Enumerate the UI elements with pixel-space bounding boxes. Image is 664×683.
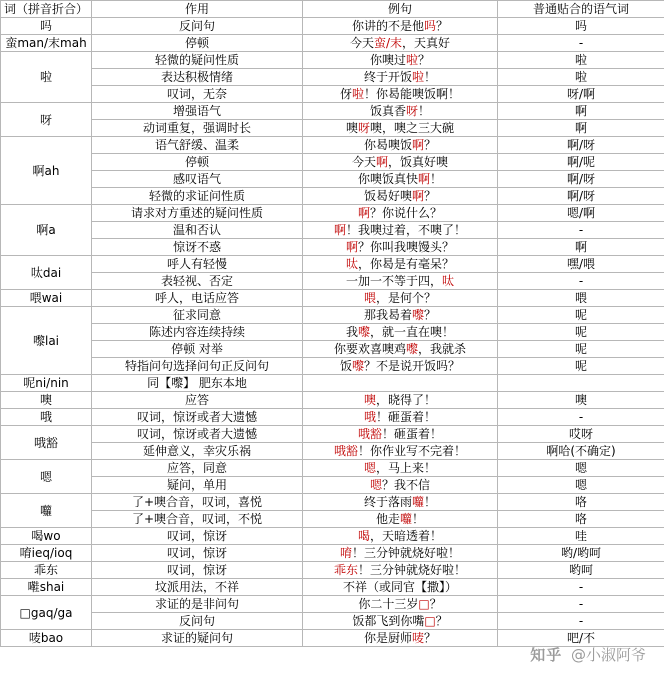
example-suffix: ？ (424, 308, 437, 322)
example-suffix: ！ (412, 512, 425, 526)
zhihu-logo: 知乎 (530, 646, 563, 664)
example-suffix: ，就一直在噢！ (370, 325, 455, 339)
table-row (1, 426, 664, 443)
equivalent-cell: - (498, 409, 664, 426)
example-prefix: 噢 (345, 121, 358, 135)
example-suffix: ，是何个？ (376, 291, 437, 305)
usage-cell: 叹词，惊讶或者大遗憾 (92, 409, 303, 426)
example-particle: 啦 (351, 87, 364, 101)
equivalent-cell: 哟呵 (498, 562, 664, 579)
example-cell (303, 579, 498, 596)
equivalent-cell: 啊/呀 (498, 188, 664, 205)
word-cell: 唛bao (1, 630, 92, 647)
equivalent-cell: - (498, 222, 664, 239)
example-prefix: 终于开饭 (363, 70, 412, 84)
table-row (1, 443, 664, 460)
equivalent-cell: 呢 (498, 324, 664, 341)
table-row (1, 290, 664, 307)
header-row (1, 1, 664, 18)
example-particle: 啊 (411, 189, 424, 203)
equivalent-cell: 嗯 (498, 477, 664, 494)
table-row (1, 358, 664, 375)
example-cell (303, 562, 498, 579)
equivalent-cell: 吧/不 (498, 630, 664, 647)
example-cell (303, 545, 498, 562)
table-row (1, 86, 664, 103)
example-suffix: ！ (424, 70, 437, 84)
word-cell: 唷ieq/ioq (1, 545, 92, 562)
equivalent-cell: - (498, 35, 664, 52)
example-suffix: ！ (430, 172, 443, 186)
example-prefix: 饭曷好噢 (363, 189, 412, 203)
example-particle: 嗯 (369, 478, 382, 492)
example-particle: 呔 (442, 274, 455, 288)
example-cell (303, 35, 498, 52)
usage-cell: 惊讶不惑 (92, 239, 303, 256)
usage-cell: 了+噢合音，叹词，不悦 (92, 511, 303, 528)
equivalent-cell: 呀/啊 (498, 86, 664, 103)
usage-cell: 感叹语气 (92, 171, 303, 188)
example-particle: 啦 (405, 53, 418, 67)
example-cell (303, 290, 498, 307)
example-prefix: 你曷噢饭 (363, 138, 412, 152)
usage-cell: 温和否认 (92, 222, 303, 239)
word-cell: 呢ni/nin (1, 375, 92, 392)
example-prefix: 你二十三岁 (358, 597, 419, 611)
table-row (1, 188, 664, 205)
header-usage: 作用 (92, 1, 303, 18)
table-row (1, 324, 664, 341)
example-particle: 啊 (417, 172, 430, 186)
header-example: 例句 (303, 1, 498, 18)
word-cell: 嗯 (1, 460, 92, 494)
table-row (1, 35, 664, 52)
table-row (1, 137, 664, 154)
example-cell (303, 443, 498, 460)
word-cell: 嚟lai (1, 307, 92, 375)
table-row (1, 120, 664, 137)
example-cell (303, 103, 498, 120)
example-cell (303, 205, 498, 222)
usage-cell: 停顿 对举 (92, 341, 303, 358)
example-cell (303, 511, 498, 528)
example-suffix: ！ (424, 495, 437, 509)
equivalent-cell: 啊/呀 (498, 171, 664, 188)
usage-cell: 应答 (92, 392, 303, 409)
example-particle: 啊 (345, 240, 358, 254)
example-suffix: ？ (429, 597, 442, 611)
example-cell (303, 154, 498, 171)
example-particle: 哦 (363, 410, 376, 424)
example-cell (303, 256, 498, 273)
example-particle: 哦豁 (333, 444, 358, 458)
usage-cell: 叹词，惊讶或者大遗憾 (92, 426, 303, 443)
table-row (1, 341, 664, 358)
table-row (1, 477, 664, 494)
example-particle: 乖东 (333, 563, 358, 577)
word-cell: 哦豁 (1, 426, 92, 460)
example-cell (303, 307, 498, 324)
usage-cell: 停顿 (92, 35, 303, 52)
example-cell (303, 460, 498, 477)
table-row (1, 256, 664, 273)
equivalent-cell: 啊哈(不确定) (498, 443, 664, 460)
usage-cell: 特指问句选择问句正反问句 (92, 358, 303, 375)
example-prefix: 你要欢喜噢鸡 (333, 342, 406, 356)
example-prefix: 他走 (375, 512, 400, 526)
word-cell: 喂wai (1, 290, 92, 307)
usage-cell: 陈述内容连续持续 (92, 324, 303, 341)
example-cell (303, 273, 498, 290)
usage-cell: 呼人，电话应答 (92, 290, 303, 307)
usage-cell: 轻微的疑问性质 (92, 52, 303, 69)
example-cell (303, 120, 498, 137)
example-suffix: ？ (424, 631, 437, 645)
word-cell: 呀 (1, 103, 92, 137)
usage-cell: 增强语气 (92, 103, 303, 120)
example-suffix: ，饭真好噢 (388, 155, 449, 169)
equivalent-cell: 噢 (498, 392, 664, 409)
example-particle: □ (424, 614, 436, 628)
example-suffix: ？ (436, 19, 449, 33)
example-prefix: 终于落雨 (363, 495, 412, 509)
table-row (1, 18, 664, 35)
example-suffix: ！ (418, 104, 431, 118)
equivalent-cell: 嗯/啊 (498, 205, 664, 222)
example-prefix: 饭都飞到你嘴 (352, 614, 425, 628)
example-particle: 啊 (411, 138, 424, 152)
equivalent-cell: 嗯 (498, 460, 664, 477)
usage-cell: 应答，同意 (92, 460, 303, 477)
equivalent-cell: 哇 (498, 528, 664, 545)
example-cell (303, 596, 498, 613)
table-row (1, 69, 664, 86)
example-particle: 喝 (357, 529, 370, 543)
table-row (1, 579, 664, 596)
example-cell (303, 528, 498, 545)
usage-cell: 轻微的求证问性质 (92, 188, 303, 205)
equivalent-cell: 吗 (498, 18, 664, 35)
example-prefix: 我 (345, 325, 358, 339)
example-suffix: ？ (424, 189, 437, 203)
example-suffix: ？ (435, 614, 448, 628)
example-cell (303, 18, 498, 35)
equivalent-cell: - (498, 579, 664, 596)
example-cell (303, 171, 498, 188)
example-suffix: ？你说什么？ (370, 206, 443, 220)
example-suffix: ！砸蛋着！ (382, 427, 443, 441)
equivalent-cell: 嘿/喂 (498, 256, 664, 273)
word-cell: 啊ah (1, 137, 92, 205)
watermark-handle: @小淑阿爷 (570, 646, 646, 664)
usage-cell: 同【嚟】 肥东本地 (92, 375, 303, 392)
usage-cell: 叹词，惊讶 (92, 562, 303, 579)
table-row (1, 52, 664, 69)
watermark (530, 644, 646, 665)
example-suffix: ！你作业写不完着！ (358, 444, 467, 458)
example-cell (303, 358, 498, 375)
example-suffix: ，晓得了！ (376, 393, 437, 407)
table-row (1, 494, 664, 511)
word-cell: 乖东 (1, 562, 92, 579)
example-suffix: ！三分钟就烧好啦！ (358, 563, 467, 577)
example-prefix: 你噢饭真快 (357, 172, 418, 186)
usage-cell: 叹词，惊讶 (92, 545, 303, 562)
usage-cell: 反问句 (92, 18, 303, 35)
table-row (1, 205, 664, 222)
example-cell (303, 222, 498, 239)
example-particle: 唷 (339, 546, 352, 560)
usage-cell: 表轻视、否定 (92, 273, 303, 290)
example-particle: 噢 (363, 393, 376, 407)
table-row (1, 511, 664, 528)
example-cell (303, 137, 498, 154)
example-particle: 啊 (357, 206, 370, 220)
table-row (1, 375, 664, 392)
usage-cell: 呼人有轻慢 (92, 256, 303, 273)
example-prefix: 你讲的不是他 (351, 19, 424, 33)
usage-cell: 语气舒缓、温柔 (92, 137, 303, 154)
example-particle: 啦 (411, 70, 424, 84)
table-row (1, 171, 664, 188)
table-body (1, 18, 664, 647)
usage-cell: 表达积极情绪 (92, 69, 303, 86)
example-particle: 呀 (357, 121, 370, 135)
word-cell: 吗 (1, 18, 92, 35)
example-suffix: ？你叫我噢馒头？ (358, 240, 455, 254)
example-prefix: 饭 (339, 359, 352, 373)
equivalent-cell: 咯 (498, 511, 664, 528)
example-suffix: ，天暗透着！ (370, 529, 443, 543)
word-cell: 啦 (1, 52, 92, 103)
usage-cell: 请求对方重述的疑问性质 (92, 205, 303, 222)
example-cell (303, 52, 498, 69)
example-prefix: 你是厨师 (363, 631, 412, 645)
example-suffix: ？我不信 (382, 478, 431, 492)
header-word: 词（拼音折合） (1, 1, 92, 18)
example-suffix: ！砸蛋着！ (376, 410, 437, 424)
example-cell (303, 341, 498, 358)
example-prefix: 伢 (339, 87, 352, 101)
table-row (1, 409, 664, 426)
example-suffix: ！我噢过着，不噢了！ (346, 223, 467, 237)
word-cell: 啊a (1, 205, 92, 256)
example-prefix: 今天 (351, 155, 376, 169)
example-particle: 嚟 (405, 342, 418, 356)
equivalent-cell: - (498, 273, 664, 290)
example-particle: 唛 (411, 631, 424, 645)
example-cell (303, 392, 498, 409)
example-suffix: ！三分钟就烧好啦！ (352, 546, 461, 560)
table-row (1, 596, 664, 613)
example-suffix: ？ (424, 138, 437, 152)
example-particle: 囖 (411, 495, 424, 509)
example-cell (303, 477, 498, 494)
example-suffix: 噢，噢之三大碗 (370, 121, 455, 135)
usage-cell: 叹词，无奈 (92, 86, 303, 103)
word-cell: 囖 (1, 494, 92, 528)
word-cell: 喝wo (1, 528, 92, 545)
table-row (1, 613, 664, 630)
example-suffix: ，我就杀 (418, 342, 467, 356)
table-row (1, 307, 664, 324)
equivalent-cell: 啊 (498, 120, 664, 137)
example-particle: 嗯 (363, 461, 376, 475)
word-cell: □gaq/ga (1, 596, 92, 630)
example-prefix: 那我曷着 (363, 308, 412, 322)
example-particle: 呔 (345, 257, 358, 271)
equivalent-cell: - (498, 596, 664, 613)
example-cell (303, 375, 498, 392)
example-cell (303, 188, 498, 205)
word-cell: 蛮man/末mah (1, 35, 92, 52)
equivalent-cell: 啦 (498, 52, 664, 69)
example-particle: 啊 (333, 223, 346, 237)
example-suffix: ，你曷是有毫呆？ (358, 257, 455, 271)
example-cell (303, 69, 498, 86)
equivalent-cell: 喂 (498, 290, 664, 307)
example-cell (303, 613, 498, 630)
equivalent-cell: 啦 (498, 69, 664, 86)
usage-cell: 停顿 (92, 154, 303, 171)
table-row (1, 545, 664, 562)
table-row (1, 222, 664, 239)
equivalent-cell: - (498, 613, 664, 630)
equivalent-cell: 呢 (498, 358, 664, 375)
example-particle: 嚟 (411, 308, 424, 322)
table-row (1, 392, 664, 409)
equivalent-cell: 啊 (498, 239, 664, 256)
example-cell (303, 630, 498, 647)
equivalent-cell: 呢 (498, 341, 664, 358)
example-particle: 啊 (375, 155, 388, 169)
example-particle: 嚟 (351, 359, 364, 373)
example-cell (303, 324, 498, 341)
example-particle: □ (418, 597, 430, 611)
example-suffix: ？ (418, 53, 431, 67)
table-row (1, 528, 664, 545)
example-cell (303, 426, 498, 443)
usage-cell: 延伸意义，幸灾乐祸 (92, 443, 303, 460)
example-prefix: 你噢过 (369, 53, 406, 67)
usage-cell: 征求同意 (92, 307, 303, 324)
example-particle: 吗 (423, 19, 436, 33)
equivalent-cell: 啊/呀 (498, 137, 664, 154)
example-suffix: ！你曷能噢饭啊！ (364, 87, 461, 101)
example-prefix: 不祥（或同官【撒】） (342, 580, 457, 594)
example-cell (303, 86, 498, 103)
usage-cell: 求证的是非问句 (92, 596, 303, 613)
example-cell (303, 494, 498, 511)
usage-cell: 疑问，单用 (92, 477, 303, 494)
example-particle: 哦豁 (357, 427, 382, 441)
example-particle: 囖 (399, 512, 412, 526)
word-cell: 呔dai (1, 256, 92, 290)
word-cell: 嚡shai (1, 579, 92, 596)
example-particle: 蛮/末 (373, 36, 403, 50)
example-particle: 嚟 (357, 325, 370, 339)
usage-cell: 动词重复，强调时长 (92, 120, 303, 137)
usage-cell: 反问句 (92, 613, 303, 630)
usage-cell: 了+噢合音，叹词，喜悦 (92, 494, 303, 511)
example-prefix: 一加一不等于四， (345, 274, 442, 288)
usage-cell: 坟派用法，不祥 (92, 579, 303, 596)
example-prefix: 饭真香 (369, 104, 406, 118)
table-row (1, 154, 664, 171)
table-row (1, 460, 664, 477)
equivalent-cell: 哎呀 (498, 426, 664, 443)
equivalent-cell: 哟/哟呵 (498, 545, 664, 562)
header-equivalent: 普通贴合的语气词 (498, 1, 664, 18)
example-particle: 喂 (363, 291, 376, 305)
usage-cell: 叹词，惊讶 (92, 528, 303, 545)
example-prefix: 今天 (349, 36, 374, 50)
equivalent-cell: 咯 (498, 494, 664, 511)
word-cell: 哦 (1, 409, 92, 426)
equivalent-cell (498, 375, 664, 392)
equivalent-cell: 呢 (498, 307, 664, 324)
example-cell (303, 239, 498, 256)
example-suffix: ，天真好 (402, 36, 451, 50)
table-row (1, 103, 664, 120)
equivalent-cell: 啊/呢 (498, 154, 664, 171)
example-particle: 呀 (405, 104, 418, 118)
word-cell: 噢 (1, 392, 92, 409)
example-suffix: ？不是说开饭吗？ (364, 359, 461, 373)
equivalent-cell: 啊 (498, 103, 664, 120)
example-cell (303, 409, 498, 426)
example-suffix: ，马上来！ (376, 461, 437, 475)
table-row (1, 239, 664, 256)
usage-cell: 求证的疑问句 (92, 630, 303, 647)
table-row (1, 562, 664, 579)
table-row (1, 273, 664, 290)
